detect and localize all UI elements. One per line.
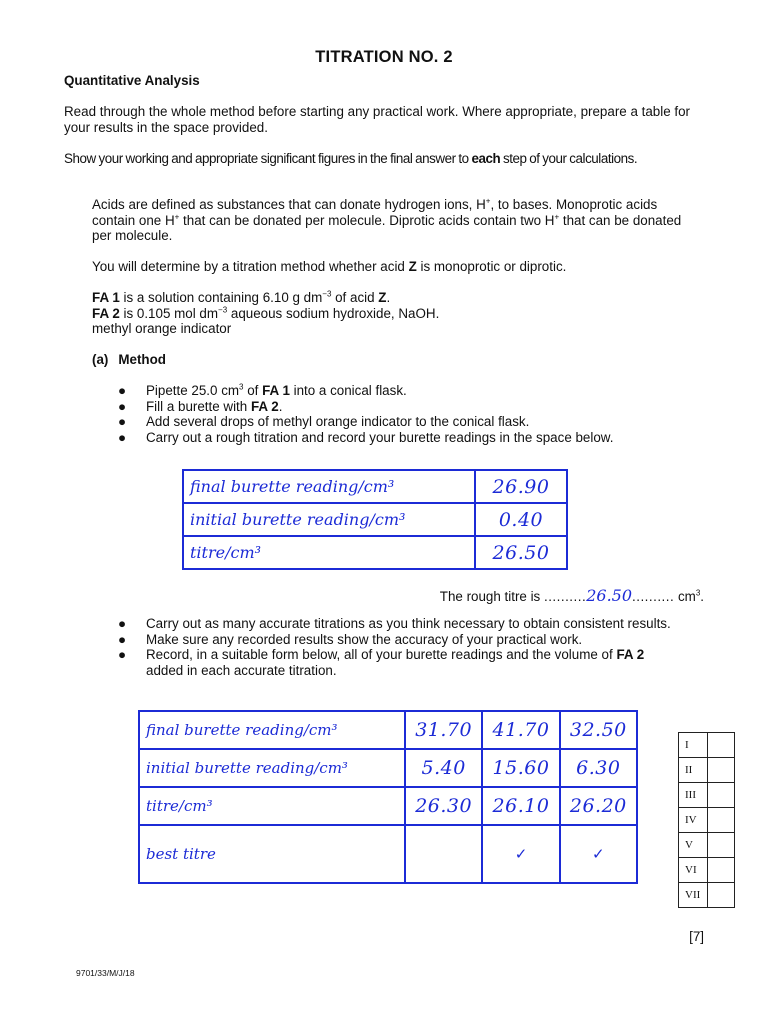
method-heading: (a) Method [92, 352, 166, 367]
cell-value: 26.90 [475, 470, 567, 503]
row-label: final burette reading/cm³ [183, 470, 475, 503]
rough-titre-answer: The rough titre is ..........26.50.......... $cm^3$. [439, 586, 704, 605]
list-item: ● Add several drops of methyl orange indicator to the conical flask. [118, 414, 530, 430]
mark-cell [708, 833, 735, 858]
reagents-list: FA 1 is a solution containing 6.10 g $dm^{-3}$ of acid Z. FA 2 is 0.105 mol $dm^{-3}$ aqueous sodium hydroxide, NaOH. methyl orange indicator [92, 289, 440, 337]
row-label: titre/cm³ [139, 787, 405, 825]
instructions-paragraph: Read through the whole method before starting any practical work. Where appropriate, prepare a table for your results in the space provided. [64, 104, 690, 135]
table-row [139, 825, 637, 883]
marks-total: [7] [689, 929, 704, 944]
table-row [679, 783, 735, 808]
row-label: initial burette reading/cm³ [183, 503, 475, 536]
table-row [679, 833, 735, 858]
table-row [183, 470, 567, 503]
cell-value: 31.70 [405, 711, 482, 749]
mark-cell [708, 858, 735, 883]
table-row [183, 503, 567, 536]
mark-label: VII [679, 883, 708, 908]
table-row [183, 536, 567, 569]
check-icon: ✓ [560, 825, 637, 883]
mark-label: VI [679, 858, 708, 883]
mark-cell [708, 783, 735, 808]
table-row [139, 749, 637, 787]
rough-titration-table [182, 469, 568, 570]
cell-value [405, 825, 482, 883]
table-row [139, 787, 637, 825]
table-row [679, 883, 735, 908]
mark-label: IV [679, 808, 708, 833]
mark-label: II [679, 758, 708, 783]
mark-cell [708, 883, 735, 908]
row-label: best titre [139, 825, 405, 883]
cell-value: 6.30 [560, 749, 637, 787]
row-label: final burette reading/cm³ [139, 711, 405, 749]
cell-value: 15.60 [482, 749, 559, 787]
section-subtitle: Quantitative Analysis [64, 73, 200, 88]
table-row [139, 711, 637, 749]
mark-label: III [679, 783, 708, 808]
cell-value: 32.50 [560, 711, 637, 749]
mark-cell [708, 733, 735, 758]
cell-value: 26.10 [482, 787, 559, 825]
mark-cell [708, 758, 735, 783]
table-row [679, 858, 735, 883]
list-item: ● Fill a burette with FA 2. [118, 398, 283, 414]
accurate-steps [118, 616, 708, 678]
list-item: ● Record, in a suitable form below, all of your burette readings and the volume of FA 2 added in each accurate titration. [118, 647, 645, 678]
cell-value: 5.40 [405, 749, 482, 787]
list-item: ● Pipette 25.0 $cm^3$ of FA 1 into a conical flask. [118, 382, 407, 398]
mark-label: V [679, 833, 708, 858]
table-row [679, 808, 735, 833]
list-item: ● Carry out a rough titration and record your burette readings in the space below. [118, 429, 614, 445]
mark-label: I [679, 733, 708, 758]
page-title: TITRATION NO. 2 [315, 48, 453, 66]
list-item: ● Make sure any recorded results show the accuracy of your practical work. [118, 631, 583, 647]
table-row [679, 758, 735, 783]
list-item: ● Carry out as many accurate titrations as you think necessary to obtain consistent results. [118, 616, 671, 631]
method-steps [118, 383, 708, 445]
table-row [679, 733, 735, 758]
working-instruction: Show your working and appropriate significant figures in the final answer to each step of your calculations. [64, 151, 638, 166]
mark-cell [708, 808, 735, 833]
footer-code: 9701/33/M/J/18 [76, 968, 135, 978]
row-label: initial burette reading/cm³ [139, 749, 405, 787]
row-label: titre/cm³ [183, 536, 475, 569]
cell-value: 26.20 [560, 787, 637, 825]
cell-value: 26.50 [475, 536, 567, 569]
determine-statement: You will determine by a titration method whether acid Z is monoprotic or diprotic. [92, 259, 567, 274]
marks-box [678, 732, 735, 908]
check-icon: ✓ [482, 825, 559, 883]
accurate-titration-table [138, 710, 638, 884]
cell-value: 26.30 [405, 787, 482, 825]
acids-definition: Acids are defined as substances that can donate hydrogen ions, H+, to bases. Monoprotic acids contain one H+ that can be donated per molecule. Diprotic acids contain two H+ that can be donated per molecule. [92, 196, 682, 244]
cell-value: 41.70 [482, 711, 559, 749]
cell-value: 0.40 [475, 503, 567, 536]
